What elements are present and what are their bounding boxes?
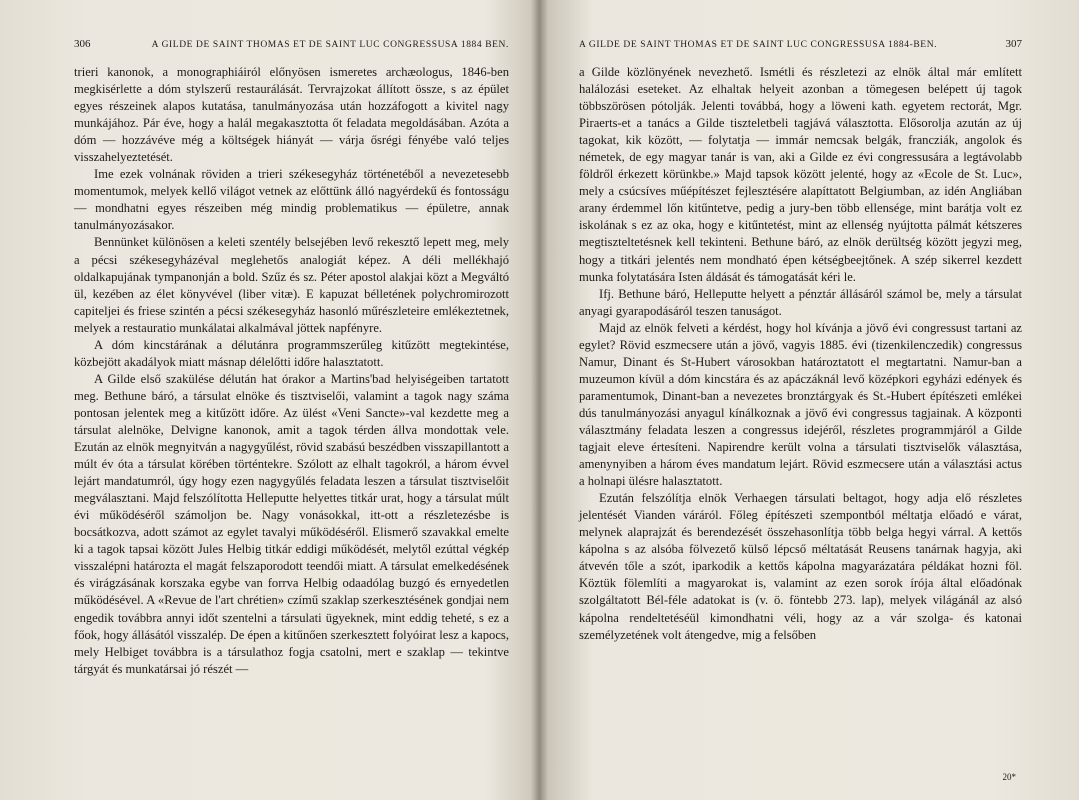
right-page-header	[579, 38, 1022, 64]
paragraph: Ime ezek volnának röviden a trieri székesegyház történetéből a nevezetesebb momentumok, melyek kellő világot vetnek az előttünk álló nagyérdekű és fontosságu — mondhatni egyes részeiben még mindig problematikus — épületre, annak tanulmányozásakor.	[74, 167, 509, 233]
signature-mark: 20*	[1002, 772, 1016, 782]
paragraph: Ezután felszólítja elnök Verhaegen társulati beltagot, hogy adja elő részletes jelentését Vianden váráról. Főleg építészeti szempontból méltatja előadó e várat, melynek alaprajzát és berendezését összehasonlítja több belga hegyi várral. A kettős kápolna s az alsóba fölvezető külső lépcső méltatását Reusens tanárnak hagyja, aki átvevén tőle a szót, iparkodik a kettős kápolna magyarázatára példákat hozni föl. Köztük fölemlíti a magyarokat is, valamint az ezen sorok írója által előadónak szolgáltatott Bél-féle adatokat is (v. ö. föntebb 273. lap), melyek világánál az alsó kápolna rendeltetéséül kimondhatni véli, hogy az a vár szolga- és katonai személyzetének volt átengedve, mig a felsőben	[579, 491, 1022, 642]
paragraph: trieri kanonok, a monographiáiról előnyösen ismeretes archæologus, 1846-ben megkisérlette a dóm stylszerű restaurálását. Tervrajzokat állított össze, s az épület egyes részeinek alapos kutatása, tanulmányozása után hozzáfogott a kivitel nagy munkájához. Pár éve, hogy a halál megakasztotta őt feladata megoldásában. Azóta a dóm — hozzávéve még a költségek hiányát — várja ősrégi fényébe való teljes visszahelyeztetését.	[74, 65, 509, 165]
paragraph: Ifj. Bethune báró, Helleputte helyett a pénztár állásáról számol be, mely a társulat anyagi gyarapodásáról teszen tanuságot.	[579, 286, 1022, 318]
paragraph: A dóm kincstárának a délutánra programmszerűleg kitűzött megtekintése, közbejött akadályok miatt másnap délelőtti időre halasztatott.	[74, 337, 509, 369]
paragraph: A Gilde első szakülése délután hat órakor a Martins'bad helyiségeiben tartatott meg. Bethune báró, a társulat elnöke és tisztviselői, valamint a tagok nagy száma pontosan jelentek meg a kitűzött időre. Az ülést «Veni Sancte»-val kezdette meg a társulat alelnöke, Delvigne kanonok, amit a tagok térden állva mondottak vele. Ezután az elnök megnyitván a nagygyűlést, rövid szabású beszédben visszapillantott a múlt év óta a társulat körében történtekre. Szólott az elhalt tagokról, a három évvel lejárt mandatumról, úgy hogy ezen nagygyűlés feladata leszen a társulat tisztviselőit megválasztani. Majd felszólította Helleputte helyettes titkár urat, hogy a társulat múlt évi működéséről számoljon be. Nagy vonásokkal, itt-ott a részletezésbe is bocsátkozva, adott számot az egylet tavalyi működéséről. Elismerő szavakkal emelte ki a tagok tapsai között Jules Helbig titkár eddigi működését, melytől ezúttal végkép visszalépni határozta el magát felszaporodott teendői miatt. A társulat emelkedésének és virágzásának korszaka egybe van forrva Helbig odaadólag buzgó és ernyedetlen működésével. A «Revue de l'art chrétien» czímű szaklap szerkesztésének gondjai nem engedik továbbra annyi időt szentelni a társulati ügyeknek, mint eddig teheté, s ez a főok, hogy állásától visszalép. De épen a kitűnően szerkesztett folyóirat lesz a kapocs, mely Helbiget továbbra is a társulathoz fogja csatolni, mert e szaklap — tekintve tárgyát és munkatársai jó részét —	[74, 371, 509, 676]
paragraph: a Gilde közlönyének nevezhető. Ismétli és részletezi az elnök által már említett halálozási eseteket. Az elhaltak helyeit azonban a tömegesen belépett új tagok többszörösen pótolják. Jelenti továbbá, hogy a löweni kath. egyetem rectorát, Mgr. Piraerts-et a tanács a Gilde tiszteletbeli tagjává választotta. Elősorolja azután az új tagokat, kik között, — folytatja — immár nemcsak belgák, francziák, angolok és németek, de egy magyar tanár is van, aki a Gilde ez évi congressusára a legtávolabb földről érkezett körünkbe.» Majd tapsok között jelenté, hogy az «Ecole de St. Luc», mely a csúcsíves műépítészet fejlesztésére alapíttatott Belgiumban, az idén Angliában arany érdemmel lőn kitűntetve, pedig a jury-ben több ellensége, mint barátja volt ez iskolának s ez az oka, hogy e kitűntetést, mint az ellenség nyújtotta pálmát kétszeres megtiszteltetésnek kell tekinteni. Bethune báró, az elnök derültség között jegyzi meg, hogy a titkári jelentés nem mondható épen kétségbeejtőnek. A szép sikerrel kezdett munka folytatására Isten áldását és támogatását kéri le.	[579, 65, 1022, 284]
right-running-title: A GILDE DE SAINT THOMAS ET DE SAINT LUC CONGRESSUSA 1884-BEN.	[579, 40, 938, 50]
left-page-number: 306	[74, 38, 91, 50]
left-running-title: A GILDE DE SAINT THOMAS ET DE SAINT LUC CONGRESSUSA 1884 BEN.	[151, 40, 509, 50]
left-page	[0, 0, 539, 800]
right-page-body	[579, 64, 1022, 644]
right-page	[539, 0, 1078, 800]
right-page-number: 307	[1005, 38, 1022, 50]
paragraph: Bennünket különösen a keleti szentély belsejében levő rekesztő lepett meg, mely a pécsi székesegyházéval meglehetős analogiát képez. A déli mellékhajó oldalkapujának tympanonján a bold. Szűz és sz. Péter apostol alakjai közt a Megváltó ül, kezében az élet könyvével (liber vitæ). E kapuzat bélletének polychromirozott capiteljei és friese szintén a pécsi székesegyház hasonló műrészleteire emlékeztetnek, melyek a restauratio munkálatai alkalmával jöttek napfényre.	[74, 235, 509, 335]
paragraph: Majd az elnök felveti a kérdést, hogy hol kívánja a jövő évi congressust tartani az egylet? Rövid eszmecsere után a jövő, vagyis 1885. évi (tizenkilenczedik) congressus Namur, Dinant és St-Hubert városokban határoztatott el megtartatni. Namur-ban a muzeumon kívül a dóm kincstára és az apáczáknál levő középkori egyházi edények és paramentumok, Dinant-ban a nevezetes bronztárgyak és St.-Hubert építészeti emlékei dús tanulmányozási anyagul kínálkoznak a jövő évi congressus tagjainak. A központi választmány feladata leszen a congressus idejéről, részletes programmjáról a Gilde tagjait eleve értesíteni. Napirendre került volna a társulati tisztviselők választása, amenynyiben a három éves mandatum lejárt. Rövid eszmecsere után a választási actus a holnapi ülésre halasztatott.	[579, 320, 1022, 489]
left-page-header	[74, 38, 509, 64]
left-page-body	[74, 64, 509, 678]
